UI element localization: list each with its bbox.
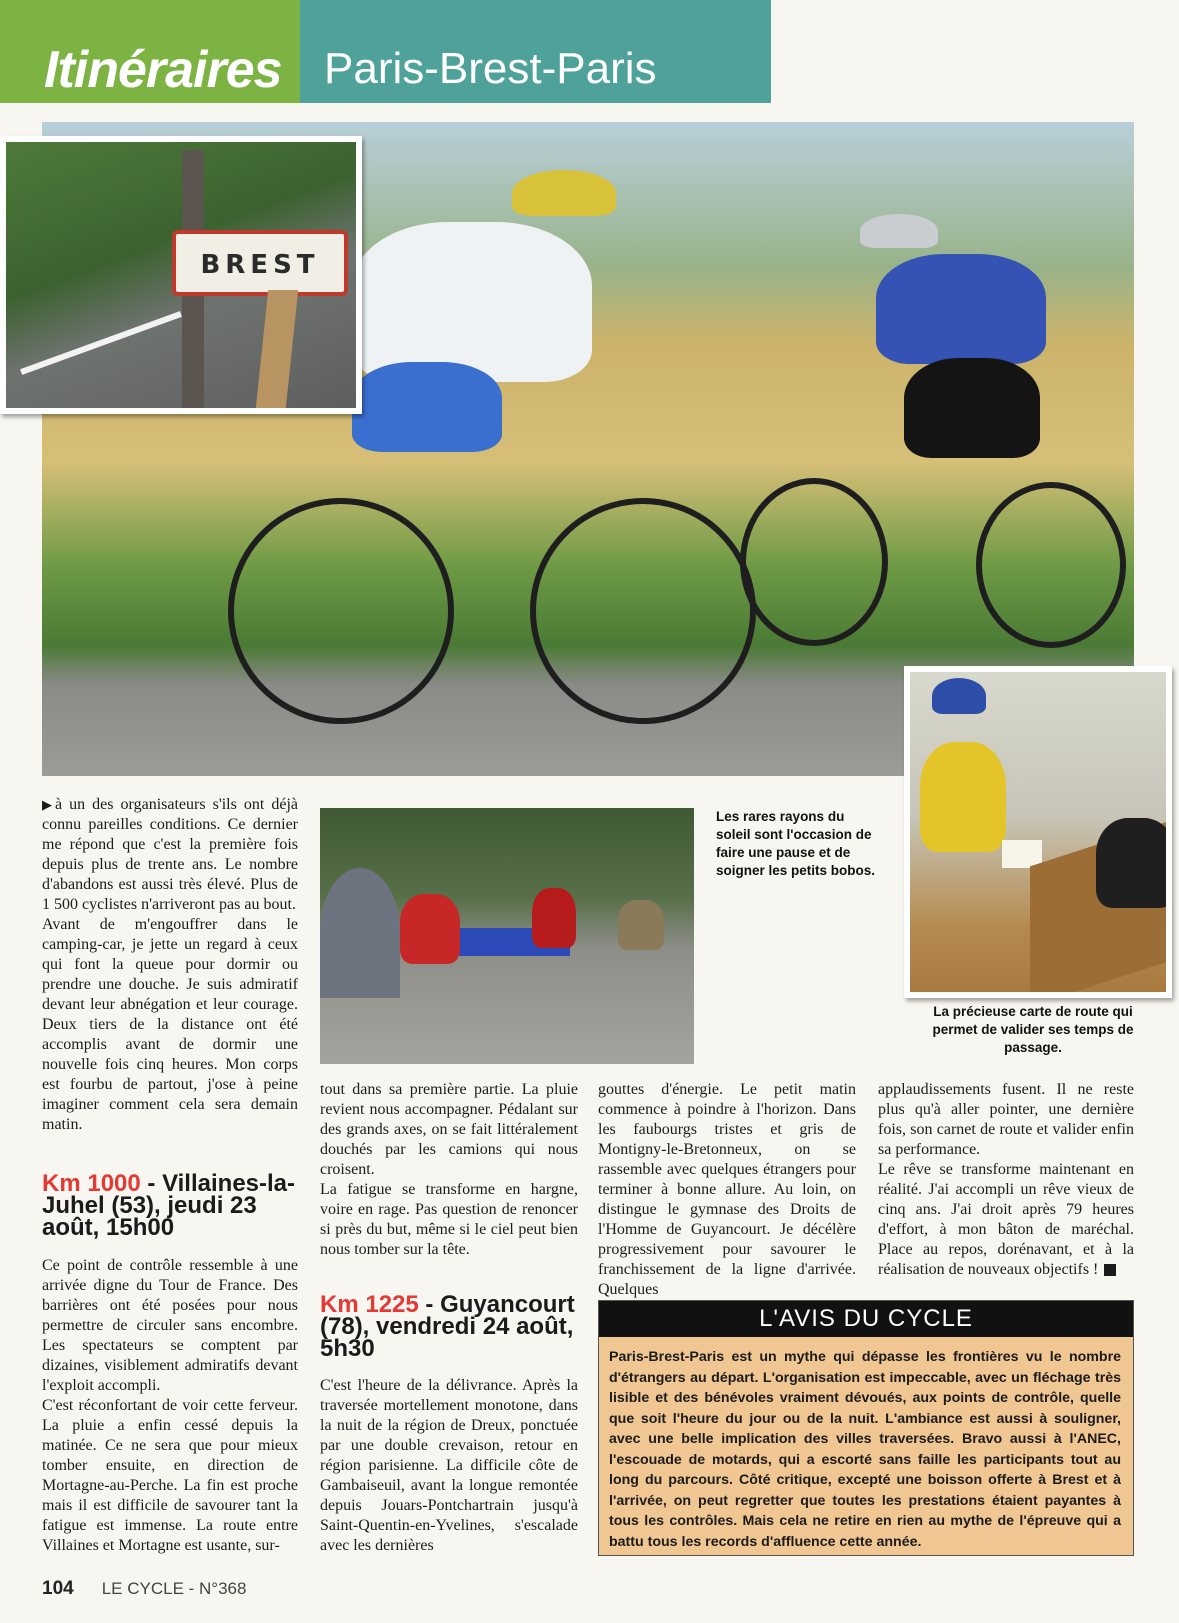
- rider2-jersey: [876, 254, 1046, 364]
- rest-stop-caption: Les rares rayons du soleil sont l'occasion de faire une pause et de soigner les petits bobos.: [716, 809, 876, 878]
- rider2-helmet: [860, 214, 938, 248]
- rider2-shorts: [904, 358, 1040, 458]
- magazine-issue: LE CYCLE - N°368: [101, 1579, 247, 1598]
- col1-paragraph-1: à un des organisateurs s'ils ont déjà connu pareilles conditions. Ce dernier me répond que c'est la première fois depuis plus de trente ans. Le nombre d'abandons est aussi très élevé. Plus de 1 500 cyclistes n'arriveront pas au bout.: [42, 796, 298, 913]
- section-title: Itinéraires: [44, 41, 282, 99]
- article-title: Paris-Brest-Paris: [324, 44, 657, 93]
- end-of-article-icon: [1104, 1264, 1116, 1276]
- col1-paragraph-2: Avant de m'engouffrer dans le camping-car, je jette un regard à ceux qui font la queue pour dormir ou prendre une douche. Je suis admiratif devant leur abnégation et leur courage. Deux tiers de la distance ont été accomplis avant de dormir une nouvelle fois cinq heures. Mon corps est fourbu de partout, j'ose à peine imaginer comment cela sera demain matin.: [42, 916, 298, 1133]
- brest-sign: [172, 230, 348, 296]
- col3-paragraph-1: gouttes d'énergie. Le petit matin commence à poindre à l'horizon. Dans les faubourgs tristes et gris de Montigny-le-Bretonneux, on se rassemble avec quelques étrangers pour terminer à bonne allure. Au loin, on distingue le gymnase des Droits de l'Homme de Guyancourt. Je décélère progressivement pour savourer le franchissement de la ligne d'arrivée. Quelques: [598, 1081, 856, 1298]
- col2-paragraph-2: La fatigue se transforme en hargne, voire en rage. Pas question de renoncer si près du but, même si le ciel peut bien nous tomber sur la tête.: [320, 1181, 578, 1258]
- avis-title: L'AVIS DU CYCLE: [599, 1301, 1133, 1337]
- subheading-km1000-km: Km 1000: [42, 1170, 141, 1197]
- cyclist-seated: [400, 894, 460, 964]
- wooden-rail: [256, 290, 298, 408]
- bike2-wheel-rear: [740, 478, 888, 646]
- column-4: [878, 1080, 1134, 1280]
- subheading-km1225-place: - Guyancourt (78), vendredi 24 août, 5h30: [320, 1291, 575, 1362]
- bike-wheel-rear: [228, 498, 454, 724]
- helper-kneeling: [618, 900, 664, 950]
- brest-sign-text: BREST: [200, 250, 320, 280]
- road-marking: [20, 311, 182, 375]
- rider-helmet-card: [932, 678, 986, 714]
- continuation-arrow-icon: ▶: [42, 797, 52, 812]
- column-2-bottom: [320, 1376, 578, 1556]
- bike-wheel-front: [530, 498, 756, 724]
- route-card-caption: La précieuse carte de route qui permet de valider ses temps de passage.: [932, 1004, 1134, 1055]
- page-footer: [42, 1578, 246, 1600]
- rider-helmet: [512, 170, 616, 216]
- col1-paragraph-4: C'est réconfortant de voir cette ferveur. La pluie a enfin cessé depuis la matinée. Ce ne sera que pour mieux tomber ensuite, en direction de Mortagne-au-Perche. La fin est proche mais il est difficile de savourer tant la fatigue est immense. La route entre Villaines et Mortagne est usante, sur-: [42, 1397, 298, 1554]
- col4-paragraph-1: applaudissements fusent. Il ne reste plus qu'à aller pointer, une dernière fois, son carnet de route et valider enfin sa performance.: [878, 1081, 1134, 1158]
- col4-paragraph-2: Le rêve se transforme maintenant en réalité. J'ai accompli un rêve vieux de cinq ans. J'ai droit après 79 heures d'effort, à mon bâton de maréchal. Place au repos, dorénavant, et à la réalisation de nouveaux objectifs !: [878, 1161, 1134, 1278]
- title-band: [300, 0, 771, 103]
- subheading-km1000-place: - Villaines-la-Juhel (53), jeudi 23 août, 15h00: [42, 1170, 296, 1241]
- rider-yellow-jacket: [920, 742, 1006, 852]
- column-1-top: [42, 795, 298, 1135]
- subheading-km1225-km: Km 1225: [320, 1291, 419, 1318]
- col1-paragraph-3: Ce point de contrôle ressemble à une arrivée digne du Tour de France. Des barrières ont été posées pour nous permettre de circuler sans encombre. Les spectateurs se comptent par dizaines, visiblement admiratifs devant l'exploit accompli.: [42, 1257, 298, 1394]
- column-2-top: [320, 1080, 578, 1260]
- rider-shorts: [352, 362, 502, 452]
- page-number: 104: [42, 1578, 74, 1599]
- col2-paragraph-3: C'est l'heure de la délivrance. Après la traversée mortellement monotone, dans la nuit de la région de Dreux, ponctuée par une double crevaison, retour en région parisienne. La difficile côte de Gambaiseuil, avant la longue remontée depuis Jouars-Pontchartrain jusqu'à Saint-Quentin-en-Yvelines, s'escalade avec les dernières: [320, 1377, 578, 1554]
- col2-paragraph-1: tout dans sa première partie. La pluie revient nous accompagner. Pédalant sur des grands axes, on se fait littéralement douchés par les camions qui nous croisent.: [320, 1081, 578, 1178]
- rider-jersey-italia: [352, 222, 592, 382]
- brest-sign-photo: [0, 136, 362, 414]
- cyclist-standing: [532, 888, 576, 948]
- subheading-km1000: [42, 1170, 298, 1241]
- column-1-bottom: [42, 1256, 298, 1556]
- volunteer: [1096, 818, 1172, 908]
- tent: [320, 868, 400, 998]
- bike2-wheel-front: [976, 482, 1126, 648]
- column-3: [598, 1080, 856, 1300]
- section-band: [0, 0, 300, 103]
- subheading-km1225: [320, 1291, 578, 1362]
- avis-body: Paris-Brest-Paris est un mythe qui dépasse les frontières vu le nombre d'étrangers au départ. L'organisation est impeccable, avec un fléchage très lisible et des bénévoles vraiment dévoués, aux points de contrôle, quelle que soit l'heure du jour ou de la nuit. L'ambiance est aussi à souligner, avec une belle implication des villes traversées. Bravo aussi à l'ANEC, l'escouade de motards, qui a escorté sans faille les participants tout au long du parcours. Côté critique, excepté une boisson offerte à Brest et à l'arrivée, on peut regretter que toutes les prestations étaient payantes à tous les contrôles. Mais cela ne retire en rien au mythe de l'épreuve qui a battu tous les records d'affluence cette année.: [609, 1349, 1121, 1550]
- route-card-photo: [904, 666, 1172, 998]
- avis-du-cycle-box: [598, 1300, 1134, 1556]
- rest-stop-photo: [320, 808, 694, 1064]
